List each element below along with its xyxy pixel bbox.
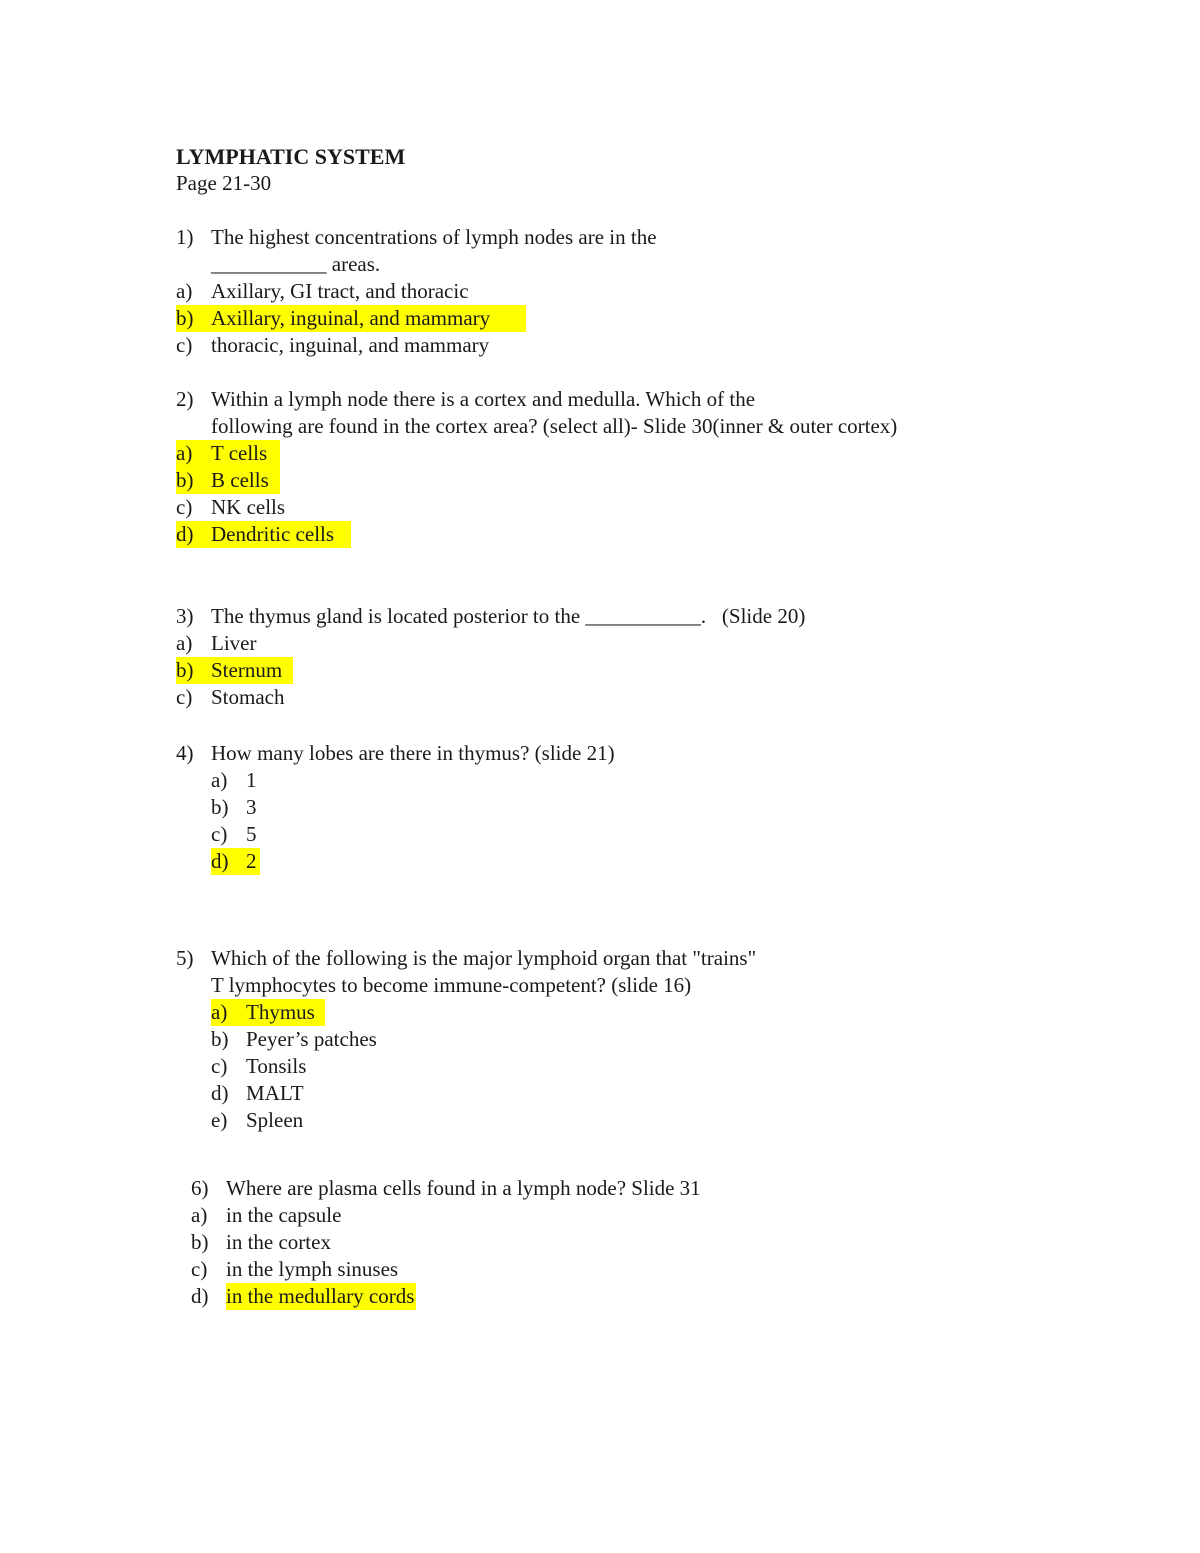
question-number: 6) (191, 1176, 209, 1200)
document-page: LYMPHATIC SYSTEM Page 21-30 1) The highest concentrations of lymph nodes are in the ___________ areas. a) Axillary, GI tract, and thoracic b) Axillary, inguinal, and mammary c) thoracic, inguinal, and mammary 2) Within a lymph node there is a cortex and medulla. Which of the following are found in the cortex area? (select all)- Slide 30(inner & outer cortex) a) T cells b) B cells c) NK cells d) Dendritic cells 3) The thymus gland is located posterior to the ___________. (Slide 20) a) Liver b) Sternum c) Stomach 4) How many lobes are there in thymus? (slide 21) a) 1 b) 3 c) 5 d) 2 5) Which of the following is the major lymphoid organ that "trains" T lymphocytes to become immune-competent? (slide 16) a) Thymus b) Peyer’s patches c) Tonsils d) MALT e) Spleen 6) Where are plasma cells found in a lymph node? Slide 31 a) in the capsule b) in the cortex c) in the lymph sinuses d) in the medullary cords (176, 144, 898, 1308)
option-d-correct[interactable]: d) Dendritic cells (176, 521, 351, 548)
question-text-continued: following are found in the cortex area? (select all)- Slide 30(inner & outer cortex) (211, 414, 898, 438)
question-text-continued: ___________ areas. (211, 252, 381, 276)
option-b-correct[interactable]: b) Axillary, inguinal, and mammary (176, 305, 526, 332)
question-number: 3) (176, 604, 194, 628)
page-range: Page 21-30 (176, 171, 272, 195)
option-d-correct[interactable]: d) 2 (211, 848, 260, 875)
option-a-correct[interactable]: a) Thymus (211, 999, 325, 1026)
question-number: 1) (176, 225, 194, 249)
option-d-correct[interactable]: d) in the medullary cords (191, 1284, 415, 1308)
question-number: 2) (176, 387, 194, 411)
option-b-correct[interactable]: b) B cells (176, 467, 280, 494)
document-title: LYMPHATIC SYSTEM (176, 144, 406, 169)
question-text: The highest concentrations of lymph nodes are in the (211, 225, 657, 249)
question-number: 4) (176, 741, 194, 765)
option-a-correct[interactable]: a) T cells (176, 440, 280, 467)
question-text: Where are plasma cells found in a lymph node? Slide 31 (226, 1176, 701, 1200)
question-number: 5) (176, 946, 194, 970)
question-text-continued: T lymphocytes to become immune-competent? (slide 16) (211, 973, 692, 997)
option-b-correct[interactable]: b) Sternum (176, 657, 293, 684)
question-text: Within a lymph node there is a cortex and medulla. Which of the (211, 387, 756, 411)
question-text: How many lobes are there in thymus? (slide 21) (211, 741, 615, 765)
question-text: The thymus gland is located posterior to the ___________. (Slide 20) (211, 604, 806, 628)
question-text: Which of the following is the major lymphoid organ that "trains" (211, 946, 757, 970)
